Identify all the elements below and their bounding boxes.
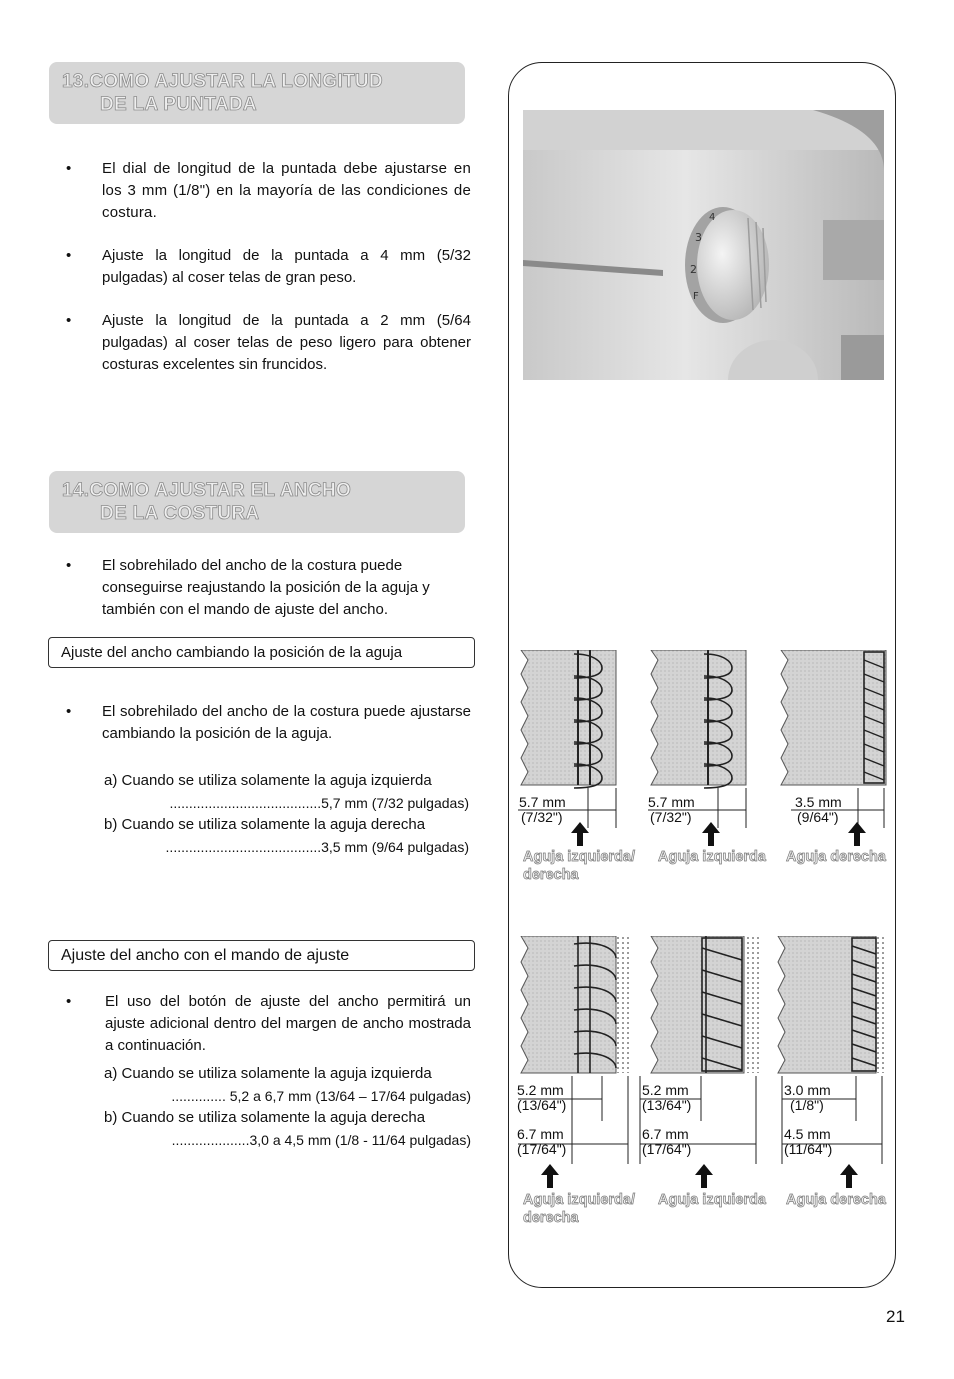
bullet-text: El sobrehilado del ancho de la costura puede ajustarse cambiando la posición de la aguja. — [102, 703, 471, 742]
section-14-title-line2: DE LA COSTURA — [100, 503, 260, 524]
measure-mm-min: 5.2 mm — [642, 1082, 689, 1098]
measure-inch-max: (17/64") — [517, 1141, 567, 1157]
bullet-dot: • — [66, 160, 72, 177]
bullet-stitch-length-3 — [66, 310, 471, 376]
caption-line: Aguja izquierda/ — [523, 1192, 635, 1208]
item-value: ....................3,0 a 4,5 mm (1/8 - 11/64 pulgadas) — [171, 1132, 471, 1148]
measure-inch-min: (1/8") — [790, 1097, 824, 1113]
bullet-dot: • — [66, 993, 72, 1010]
bullet-width-intro — [66, 555, 471, 621]
bullet-dot: • — [66, 557, 72, 574]
measure-inch-max: (17/64") — [642, 1141, 692, 1157]
diag1-measure-3 — [795, 795, 842, 825]
dial-mark-2: 2 — [690, 263, 697, 276]
item-text: b) Cuando se utiliza solamente la aguja derecha — [104, 1109, 426, 1126]
item-value: .......................................5,7 mm (7/32 pulgadas) — [169, 795, 469, 811]
caption-line: derecha — [523, 867, 579, 883]
arrow-up-icon — [848, 822, 866, 846]
bullet-text: Ajuste la longitud de la puntada a 4 mm (5/32 pulgadas) al coser telas de gran peso. — [102, 247, 471, 286]
dial-mark-f: F — [693, 291, 699, 302]
arrow-up-icon — [695, 1164, 713, 1188]
arrow-up-icon — [702, 822, 720, 846]
item-right-needle-1 — [104, 814, 472, 858]
section-13-title-line1: 13.COMO AJUSTAR LA LONGITUD — [62, 71, 383, 92]
arrow-up-icon — [541, 1164, 559, 1188]
item-text: a) Cuando se utiliza solamente la aguja izquierda — [104, 1065, 432, 1082]
diag1-measure-2 — [648, 795, 695, 825]
stitch-length-dial-photo — [523, 110, 884, 380]
arrow-up-icon — [571, 822, 589, 846]
diag2-caption-left: Aguja izquierda — [658, 1192, 766, 1208]
dial-mark-3: 3 — [695, 231, 702, 244]
bullet-text: El uso del botón de ajuste del ancho permitirá un ajuste adicional dentro del margen de ancho mostrada a continuación. — [105, 993, 471, 1054]
page-number: 21 — [886, 1307, 905, 1326]
item-value: .............. 5,2 a 6,7 mm (13/64 – 17/64 pulgadas) — [171, 1088, 471, 1104]
dial-mark-4: 4 — [709, 212, 716, 223]
measure-inch: (7/32") — [650, 809, 692, 825]
item-text: a) Cuando se utiliza solamente la aguja izquierda — [104, 772, 432, 789]
measure-mm: 3.5 mm — [795, 794, 842, 810]
measure-mm: 5.7 mm — [648, 794, 695, 810]
bullet-text: El sobrehilado del ancho de la costura puede conseguirse reajustando la posición de la aguja y también con el mando de ajuste del ancho. — [102, 557, 430, 618]
diag2-measure-3 — [784, 1083, 832, 1157]
caption-line: derecha — [523, 1210, 579, 1226]
measure-inch: (9/64") — [797, 809, 839, 825]
measure-mm-min: 3.0 mm — [784, 1082, 831, 1098]
measure-mm-max: 4.5 mm — [784, 1126, 831, 1142]
measure-mm-min: 5.2 mm — [517, 1082, 564, 1098]
diag1-caption-left-right — [523, 848, 635, 884]
width-knob-stitch-diagram — [516, 936, 891, 1166]
measure-mm-max: 6.7 mm — [517, 1126, 564, 1142]
measure-inch: (7/32") — [521, 809, 563, 825]
diag1-measure-1 — [519, 795, 566, 825]
needle-arrows-2 — [540, 1164, 870, 1190]
diag1-caption-right: Aguja derecha — [786, 849, 886, 865]
subheading-needle-position: Ajuste del ancho cambiando la posición de la aguja — [48, 637, 475, 668]
measure-inch-min: (13/64") — [517, 1097, 567, 1113]
measure-inch-max: (11/64") — [784, 1141, 833, 1157]
diag2-caption-left-right — [523, 1191, 635, 1227]
needle-arrows-1 — [570, 822, 870, 848]
bullet-text: Ajuste la longitud de la puntada a 2 mm (5/64 pulgadas) al coser telas de peso ligero para obtener costuras excelentes sin fruncidos. — [102, 312, 471, 373]
bullet-dot: • — [66, 247, 72, 264]
bullet-dot: • — [66, 312, 72, 329]
diag2-caption-right: Aguja derecha — [786, 1192, 886, 1208]
diag2-measure-1 — [517, 1083, 566, 1157]
bullet-stitch-length-2 — [66, 245, 471, 289]
bullet-stitch-length-1 — [66, 158, 471, 224]
section-14-title-line1: 14.COMO AJUSTAR EL ANCHO — [62, 480, 352, 501]
diag2-measure-2 — [642, 1083, 691, 1157]
bullet-needle-position — [66, 701, 471, 745]
item-left-needle-1 — [104, 770, 472, 814]
item-text: b) Cuando se utiliza solamente la aguja derecha — [104, 816, 426, 833]
item-value: ........................................3,5 mm (9/64 pulgadas) — [165, 839, 469, 855]
caption-line: Aguja izquierda/ — [523, 849, 635, 865]
item-right-needle-2 — [104, 1107, 471, 1151]
section-13-title-line2: DE LA PUNTADA — [100, 94, 257, 115]
measure-inch-min: (13/64") — [642, 1097, 692, 1113]
diag1-caption-left: Aguja izquierda — [658, 849, 766, 865]
bullet-text: El dial de longitud de la puntada debe ajustarse en los 3 mm (1/8") en la mayoría de las condiciones de costura. — [102, 160, 471, 221]
bullet-width-knob — [66, 991, 471, 1057]
measure-mm: 5.7 mm — [519, 794, 566, 810]
section-13-title — [49, 62, 465, 124]
item-left-needle-2 — [104, 1063, 471, 1107]
subheading-width-knob: Ajuste del ancho con el mando de ajuste — [48, 940, 475, 971]
bullet-dot: • — [66, 703, 72, 720]
arrow-up-icon — [840, 1164, 858, 1188]
section-14-title — [49, 471, 465, 533]
measure-mm-max: 6.7 mm — [642, 1126, 689, 1142]
